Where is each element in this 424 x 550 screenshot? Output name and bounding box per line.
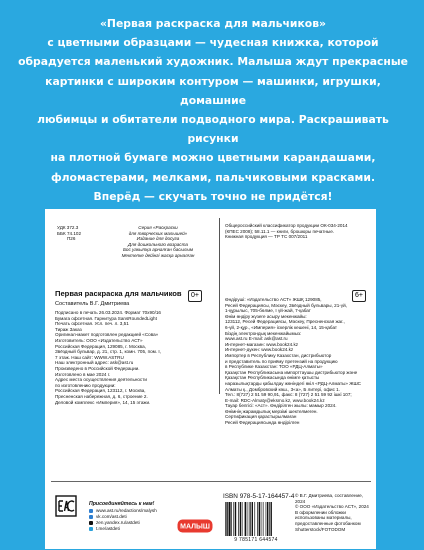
vk-icon [89,515,93,519]
series-line: для творческих малышей» [128,230,188,236]
zen-icon [89,521,93,525]
udk-block [57,225,95,242]
imprint-line: Тауар белгісі: «Аст». Өндірілген жылы: мамыр 2024. [225,403,337,409]
barcode-icon [223,502,289,536]
social-heading: Присоединяйтесь к нам! [89,501,155,507]
publisher-logo-text: МАЛЫШ [180,523,210,531]
imprint-line: 123112, Ресей Федерациясы, Мәскеу, Пресненская жаг., [225,319,345,325]
imprint-line: Өндіруші: «Издательство АСТ» ЖШҚ 129085, [225,297,322,302]
copyright-line: В оформлении обложки [295,509,346,515]
imprint-line: в Республике Казахстан: ТОО «РДЦ-Алматы» [225,364,323,370]
classifier-line: (КПЕС 2008); 58.11.1 — книги, брошюры печатные. [225,228,335,234]
blurb-line: любимцы и обитатели подводного мира. Раскрашивать рисунки [37,113,389,146]
series-line: Мектепке дейінгі жасқа арналған [121,252,195,258]
imprint-line: Біздің электрондық мекенжайымыз: [225,330,302,336]
series-line: Бос уакытқа арналған басылым [122,247,194,253]
imprint-panel [45,209,376,549]
series-line: Издание для досуга [136,236,180,242]
imprint-line: Произведено в Российской Федерации. [55,365,140,371]
imprint-line: Өнім өндіру жүзеге асыру мекенжайы: [225,313,307,319]
imprint-line: и представитель по приёму претензий на продукцию [225,358,338,364]
blurb-line: Вперёд — скучать точно не придётся! [93,189,333,203]
imprint-line: по изготовлению продукции: [55,382,116,388]
imprint-line: Деловой комплекс «Империя», 14, 15 этажи. [55,399,151,405]
book-title: Первая раскраска для мальчиков [55,289,182,298]
imprint-line: Наш электронный адрес: ask@ast.ru [55,360,134,366]
publisher-logo-icon [177,519,213,533]
classifier-line: Книжная продукция — ТР ТС 007/2011 [225,234,308,240]
imprint-line: Ресей Федерациясы, Мәскеу, Звёздный бульвары, 21-үй, [225,302,347,308]
classifier-block [225,223,371,240]
imprint-line: 6-үй, 2-құр., «Империя» іскерлік кешені, 14, 15-қабат [225,324,338,330]
copyright-line: Shutterstock/FOTODOM [295,526,346,532]
imprint-line: Тираж Заказ [55,326,82,332]
cover-blurb [14,14,412,206]
social-link-text: t.me/astdeti [96,526,120,531]
author-mark: П26 [67,236,76,242]
imprint-line: Российская Федерация, 129085, г. Москва, [55,343,146,349]
blurb-line: на плотной бумаге можно цветными карандашами, [50,151,376,165]
social-link-text: vk.com/ast.deti [96,514,127,519]
imprint-right [225,297,373,426]
imprint-line: Алматы қ., Домбровский көш., 3«а», Б литері, офис 1. [225,386,340,392]
imprint-left [55,310,213,405]
udk-line: УДК 372.3 [57,225,79,230]
copyright-line: предоставленные фотобанком [295,520,361,526]
blurb-line: с цветными образцами — чудесная книжка, которой [47,36,379,50]
column-divider [219,218,220,394]
imprint-line: Бумага офсетная. Гарнитура SansRoundedLight [55,315,157,321]
copyright-line: использованы материалы, [295,515,352,521]
blurb-line: «Первая раскраска для мальчиков» [99,17,327,30]
imprint-line: Сертификация қарастырылмаған [225,414,297,420]
series-line: Для дошкольного возраста [128,241,188,247]
classifier-line: Общероссийский классификатор продукции ОК-034-2014 [225,223,348,228]
social-links [89,501,185,532]
social-link-text: zen.yandex.ru/astdeti [96,520,140,525]
copyright-line: © В.Г. Дмитриева, составление, 2024 [295,493,363,504]
social-link-text: www.ast.ru/redactions/malysh [96,508,157,513]
imprint-line: Қазақстан Республикасына импорттаушы дистрибьютор және [225,369,358,375]
series-line: Серия «Раскраски [138,225,178,230]
imprint-line: Интернет-дүкен: www.book24.kz [225,347,294,353]
series-block [111,225,205,259]
imprint-line: Ресей Федерациясында өндірілген [225,420,300,426]
imprint-line: 1-құрылыс, 705-бөлме, I үй-жай, 7-қабат [225,308,311,314]
copyright-line: © ООО «Издательство АСТ», 2024 [295,504,369,510]
imprint-line: Российская Федерация, 123112, г. Москва, [55,388,146,394]
eac-conformity-mark-icon [55,495,77,517]
globe-icon [89,509,93,513]
imprint-line: Тел.: 8(727) 2 51 59 90,91, факс: 8 (727) 2 51 59 92 ішкі 107; [225,392,352,398]
social-link-telegram[interactable] [89,526,185,532]
isbn: ISBN 978-5-17-164457-4 [223,493,295,500]
imprint-line: Импортер в Республику Казахстан, дистрибьютор [225,352,332,358]
bottom-strip [45,481,376,549]
imprint-line: E-mail: RDC-Almaty@eksmo.kz, www.book24.kz [225,397,325,403]
imprint-line: Өнімнің жарамдылық мерзімі шектелмеген. [225,408,318,414]
compiler-credit: Составитель В.Г. Дмитриева [55,301,130,307]
age-rating-badge: 0+ [188,290,202,302]
imprint-line: Изготовитель: ООО «Издательство АСТ» [55,337,143,343]
blurb-line: картинки с широким контуром — машинки, игрушки, домашние [45,74,381,107]
imprint-line: Қазақстан Республикасында өнімге қатысты [225,375,320,381]
copyright-block [295,493,373,532]
imprint-line: Подписано в печать 26.03.2024. Формат 70x90/16 [55,310,161,315]
blurb-line: обрадуется маленький художник. Малыша ждут прекрасные [18,55,408,69]
barcode-digits: 9 785171 644574 [234,537,278,543]
age-rating-badge-secondary: 6+ [352,290,366,302]
imprint-line: наразылықтарды қабылдау жөніндегі өкіл «РДЦ-Алматы» ЖШС [225,380,361,386]
bottom-divider [51,481,371,482]
imprint-line: Адрес места осуществления деятельности [55,377,147,383]
bbk-line: ББК 74.102 [57,230,82,236]
blurb-line: фломастерами, мелками, пальчиковыми красками. [50,170,376,184]
imprint-line: Интернет-магазин: www.book24.kz [225,341,299,347]
imprint-line: Пресненская набережная, д. 6, строение 2. [55,393,148,399]
imprint-line: Оригинал-макет подготовлен редакцией «Сова» [55,332,159,338]
imprint-line: 7 этаж. Наш сайт: WWW.ASTRU [55,354,124,360]
imprint-line: Изготовлено в мае 2024 г. [55,371,111,377]
imprint-line: www.ast.ru E-mail: ask@ast.ru [225,336,288,342]
telegram-icon [89,527,93,531]
imprint-line: Печать офсетная. Усл. печ. л. 3,51 [55,321,129,327]
imprint-line: Звёздный бульвар, д. 21, стр. 1, комн. 705, пом. I, [55,349,161,355]
